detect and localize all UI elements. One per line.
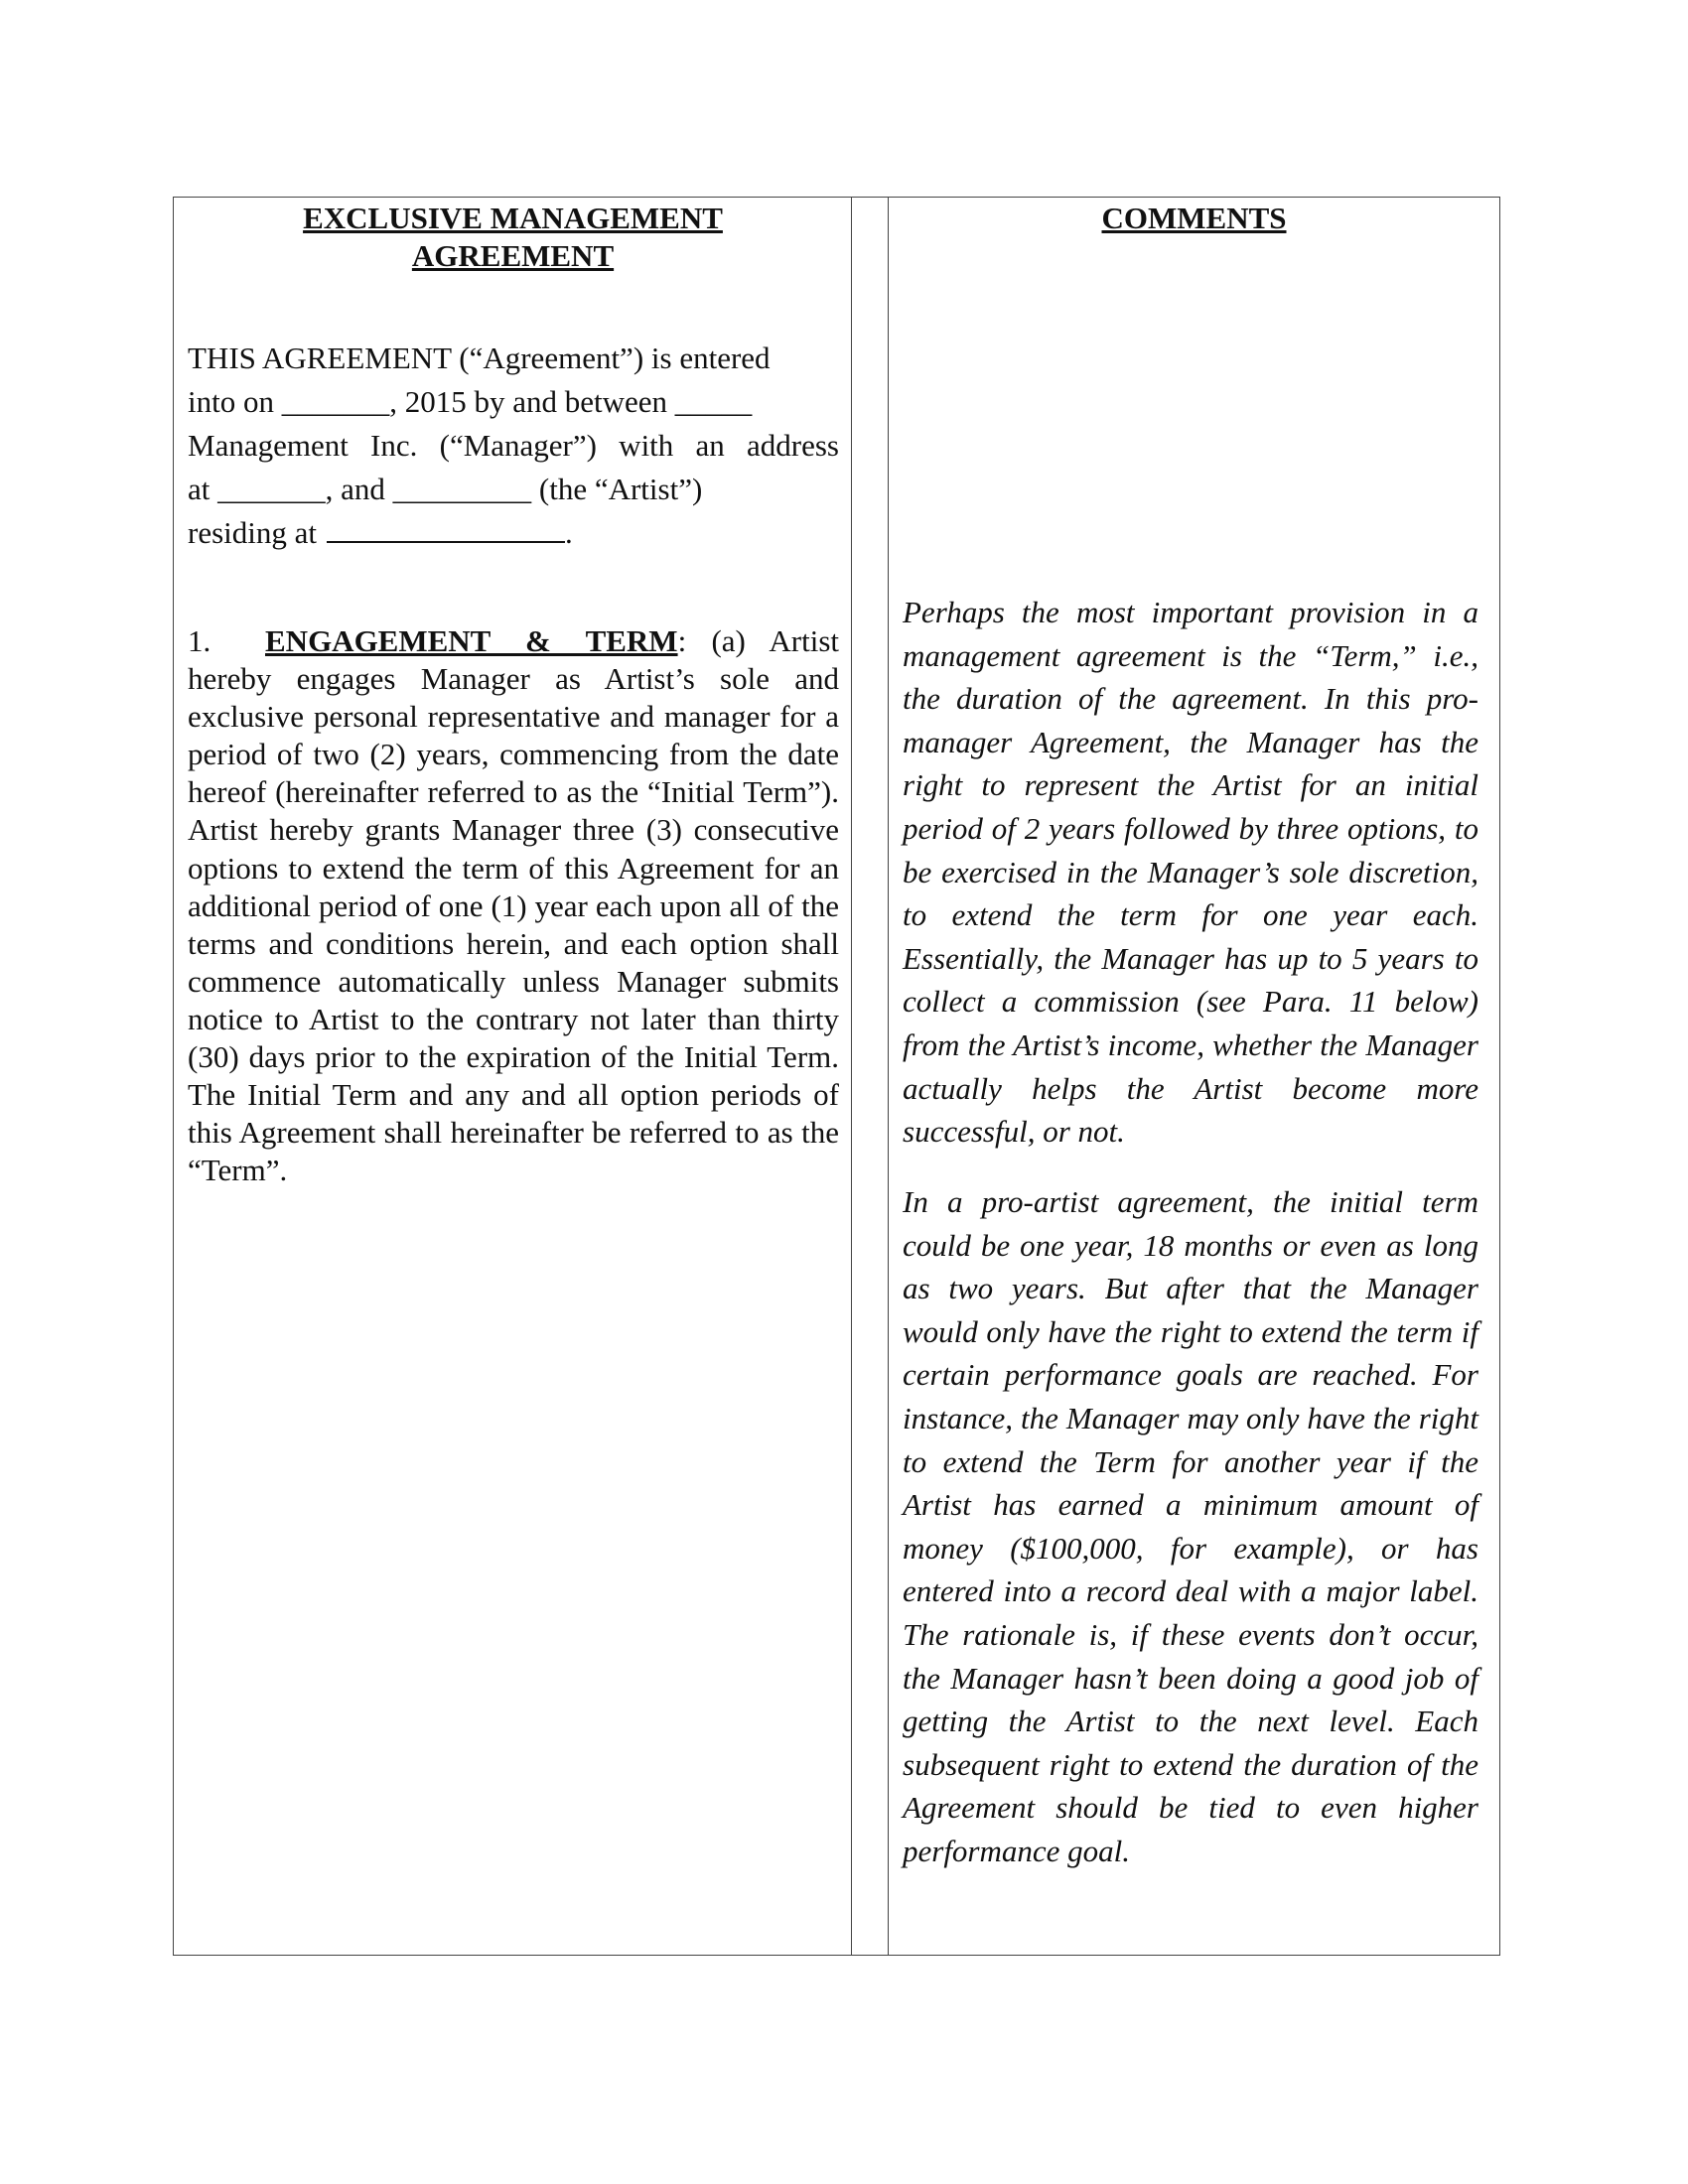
comments-title: COMMENTS xyxy=(1101,201,1287,235)
agreement-intro xyxy=(188,337,839,555)
intro-line: at _______, and _________ (the “Artist”) xyxy=(188,472,703,506)
comment-paragraph: Perhaps the most important provision in a management agreement is the “Term,” i.e., the duration of the agreement. In this pro-manager Agreement, the Manager has the right to represent the Artist for an initial period of 2 years followed by three options, to be exercised in the Manager’s sole discretion, to extend the term for one year each. Essentially, the Manager has up to 5 years to collect a commission (see Para. 11 below) from the Artist’s income, whether the Manager actually helps the Artist become more successful, or not. xyxy=(903,595,1478,1150)
agreement-column xyxy=(174,198,852,1955)
agreement-title-line1: EXCLUSIVE MANAGEMENT xyxy=(303,201,723,235)
section-engagement-term xyxy=(188,622,839,1189)
residing-label: residing at xyxy=(188,515,317,550)
agreement-title-line2: AGREEMENT xyxy=(411,238,615,273)
residing-period: . xyxy=(565,515,573,550)
intro-line: into on _______, 2015 by and between _____ xyxy=(188,384,753,419)
section-body: : (a) Artist hereby engages Manager as Artist’s sole and exclusive personal representative and manager for a period of two (2) years, commencing from the date hereof (hereinafter referred to as the “Initial Term”). Artist hereby grants Manager three (3) consecutive options to extend the term of this Agreement for an additional period of one (1) year each upon all of the terms and conditions herein, and each option shall commence automatically unless Manager submits notice to Artist to the contrary not later than thirty (30) days prior to the expiration of the Initial Term. The Initial Term and any and all option periods of this Agreement shall hereinafter be referred to as the “Term”. xyxy=(188,623,840,1188)
agreement-title xyxy=(174,200,852,275)
column-gap xyxy=(852,198,889,1955)
intro-line: THIS AGREEMENT (“Agreement”) is entered xyxy=(188,341,771,375)
residence-blank xyxy=(327,515,565,543)
intro-residing-line xyxy=(188,511,839,555)
intro-line: Management Inc. (“Manager”) with an address xyxy=(188,428,839,463)
section-number: 1. xyxy=(188,623,211,658)
comments-column xyxy=(889,198,1499,1955)
section-heading: ENGAGEMENT & TERM xyxy=(265,623,678,658)
two-column-table xyxy=(173,197,1500,1956)
comment-paragraph: In a pro-artist agreement, the initial term could be one year, 18 months or even as long as two years. But after that the Manager would only have the right to extend the term if certain performance goals are reached. For instance, the Manager may only have the right to extend the Term for another year if the Artist has earned a minimum amount of money ($100,000, for example), or has entered into a record deal with a major label. The rationale is, if these events don’t occur, the Manager hasn’t been doing a good job of getting the Artist to the next level. Each subsequent right to extend the duration of the Agreement should be tied to even higher performance goal. xyxy=(903,1184,1478,1868)
